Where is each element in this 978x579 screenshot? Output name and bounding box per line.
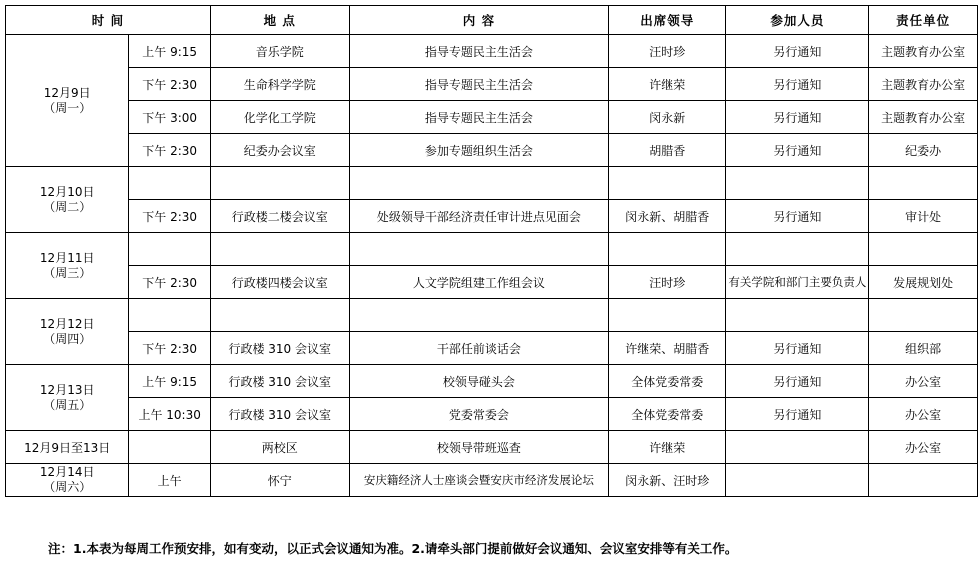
place-cell: 行政楼 310 会议室 [210, 398, 349, 431]
unit-cell [869, 464, 978, 497]
leader-cell [609, 299, 726, 332]
time-cell: 下午 2:30 [129, 68, 211, 101]
content-cell: 干部任前谈话会 [349, 332, 609, 365]
attendees-cell: 另行通知 [726, 68, 869, 101]
table-row [6, 134, 978, 167]
unit-cell: 办公室 [869, 431, 978, 464]
attendees-cell [726, 299, 869, 332]
unit-cell: 主题教育办公室 [869, 35, 978, 68]
header-place: 地 点 [210, 6, 349, 35]
leader-cell: 许继荣、胡腊香 [609, 332, 726, 365]
table-row [6, 200, 978, 233]
content-cell: 指导专题民主生活会 [349, 68, 609, 101]
table-row [6, 398, 978, 431]
attendees-cell: 另行通知 [726, 134, 869, 167]
place-cell: 行政楼 310 会议室 [210, 332, 349, 365]
leader-cell: 许继荣 [609, 68, 726, 101]
time-cell: 下午 3:00 [129, 101, 211, 134]
place-cell: 化学化工学院 [210, 101, 349, 134]
content-cell: 安庆籍经济人士座谈会暨安庆市经济发展论坛 [349, 464, 609, 497]
unit-cell [869, 299, 978, 332]
leader-cell: 闵永新、胡腊香 [609, 200, 726, 233]
date-text: 12月9日 [43, 85, 91, 100]
time-cell: 下午 2:30 [129, 332, 211, 365]
attendees-cell: 有关学院和部门主要负责人 [726, 266, 869, 299]
place-cell: 怀宁 [210, 464, 349, 497]
date-cell [6, 167, 129, 233]
attendees-cell: 另行通知 [726, 365, 869, 398]
date-cell [6, 233, 129, 299]
time-cell [129, 167, 211, 200]
date-cell: 12月9日至13日 [6, 431, 129, 464]
place-cell: 生命科学学院 [210, 68, 349, 101]
header-row [6, 6, 978, 35]
place-cell: 行政楼四楼会议室 [210, 266, 349, 299]
attendees-cell: 另行通知 [726, 35, 869, 68]
leader-cell: 全体党委常委 [609, 365, 726, 398]
time-cell [129, 431, 211, 464]
schedule-table [5, 5, 978, 497]
time-cell: 上午 [129, 464, 211, 497]
date-cell [6, 365, 129, 431]
place-cell: 纪委办会议室 [210, 134, 349, 167]
table-row [6, 68, 978, 101]
content-cell [349, 233, 609, 266]
date-cell [6, 299, 129, 365]
time-cell [129, 233, 211, 266]
attendees-cell: 另行通知 [726, 332, 869, 365]
header-attendees: 参加人员 [726, 6, 869, 35]
unit-cell: 办公室 [869, 398, 978, 431]
table-row [6, 299, 978, 332]
table-row [6, 464, 978, 497]
unit-cell: 发展规划处 [869, 266, 978, 299]
table-row [6, 431, 978, 464]
weekday-text: （周四） [43, 331, 92, 346]
table-row [6, 365, 978, 398]
content-cell: 党委常委会 [349, 398, 609, 431]
table-row [6, 101, 978, 134]
content-cell: 指导专题民主生活会 [349, 101, 609, 134]
header-leader: 出席领导 [609, 6, 726, 35]
content-cell [349, 299, 609, 332]
leader-cell: 全体党委常委 [609, 398, 726, 431]
place-cell: 两校区 [210, 431, 349, 464]
date-text: 12月12日 [39, 316, 95, 331]
content-cell: 参加专题组织生活会 [349, 134, 609, 167]
date-text: 12月10日 [39, 184, 95, 199]
attendees-cell: 另行通知 [726, 200, 869, 233]
weekday-text: （周六） [43, 480, 92, 494]
place-cell [210, 233, 349, 266]
time-cell: 下午 2:30 [129, 134, 211, 167]
place-cell: 行政楼 310 会议室 [210, 365, 349, 398]
time-cell: 上午 9:15 [129, 35, 211, 68]
content-cell [349, 167, 609, 200]
header-content: 内 容 [349, 6, 609, 35]
place-cell: 行政楼二楼会议室 [210, 200, 349, 233]
attendees-cell: 另行通知 [726, 101, 869, 134]
date-text: 12月13日 [39, 382, 95, 397]
time-cell: 下午 2:30 [129, 266, 211, 299]
table-row [6, 167, 978, 200]
header-unit: 责任单位 [869, 6, 978, 35]
date-text: 12月11日 [39, 250, 95, 265]
content-cell: 处级领导干部经济责任审计进点见面会 [349, 200, 609, 233]
unit-cell: 纪委办 [869, 134, 978, 167]
time-cell: 上午 10:30 [129, 398, 211, 431]
date-cell [6, 464, 129, 497]
leader-cell [609, 233, 726, 266]
time-cell: 下午 2:30 [129, 200, 211, 233]
weekday-text: （周一） [43, 100, 92, 115]
leader-cell: 闵永新 [609, 101, 726, 134]
attendees-cell [726, 431, 869, 464]
content-cell: 校领导碰头会 [349, 365, 609, 398]
place-cell [210, 299, 349, 332]
footnote: 注：1.本表为每周工作预安排，如有变动，以正式会议通知为准。2.请牵头部门提前做好会议通知、会议室安排等有关工作。 [48, 541, 738, 556]
leader-cell: 闵永新、汪时珍 [609, 464, 726, 497]
leader-cell: 许继荣 [609, 431, 726, 464]
content-cell: 人文学院组建工作组会议 [349, 266, 609, 299]
content-cell: 指导专题民主生活会 [349, 35, 609, 68]
date-text: 12月14日 [39, 465, 95, 479]
attendees-cell [726, 167, 869, 200]
table-row [6, 332, 978, 365]
unit-cell: 主题教育办公室 [869, 101, 978, 134]
attendees-cell [726, 464, 869, 497]
attendees-cell [726, 233, 869, 266]
weekday-text: （周二） [43, 199, 92, 214]
leader-cell: 汪时珍 [609, 35, 726, 68]
date-cell [6, 35, 129, 167]
weekday-text: （周五） [43, 397, 92, 412]
table-row [6, 266, 978, 299]
unit-cell [869, 167, 978, 200]
time-cell [129, 299, 211, 332]
leader-cell: 胡腊香 [609, 134, 726, 167]
time-cell: 上午 9:15 [129, 365, 211, 398]
place-cell [210, 167, 349, 200]
unit-cell: 办公室 [869, 365, 978, 398]
content-cell: 校领导带班巡查 [349, 431, 609, 464]
unit-cell [869, 233, 978, 266]
unit-cell: 组织部 [869, 332, 978, 365]
table-row [6, 233, 978, 266]
unit-cell: 审计处 [869, 200, 978, 233]
leader-cell [609, 167, 726, 200]
leader-cell: 汪时珍 [609, 266, 726, 299]
place-cell: 音乐学院 [210, 35, 349, 68]
weekday-text: （周三） [43, 265, 92, 280]
unit-cell: 主题教育办公室 [869, 68, 978, 101]
header-time: 时 间 [6, 6, 211, 35]
table-row [6, 35, 978, 68]
attendees-cell: 另行通知 [726, 398, 869, 431]
